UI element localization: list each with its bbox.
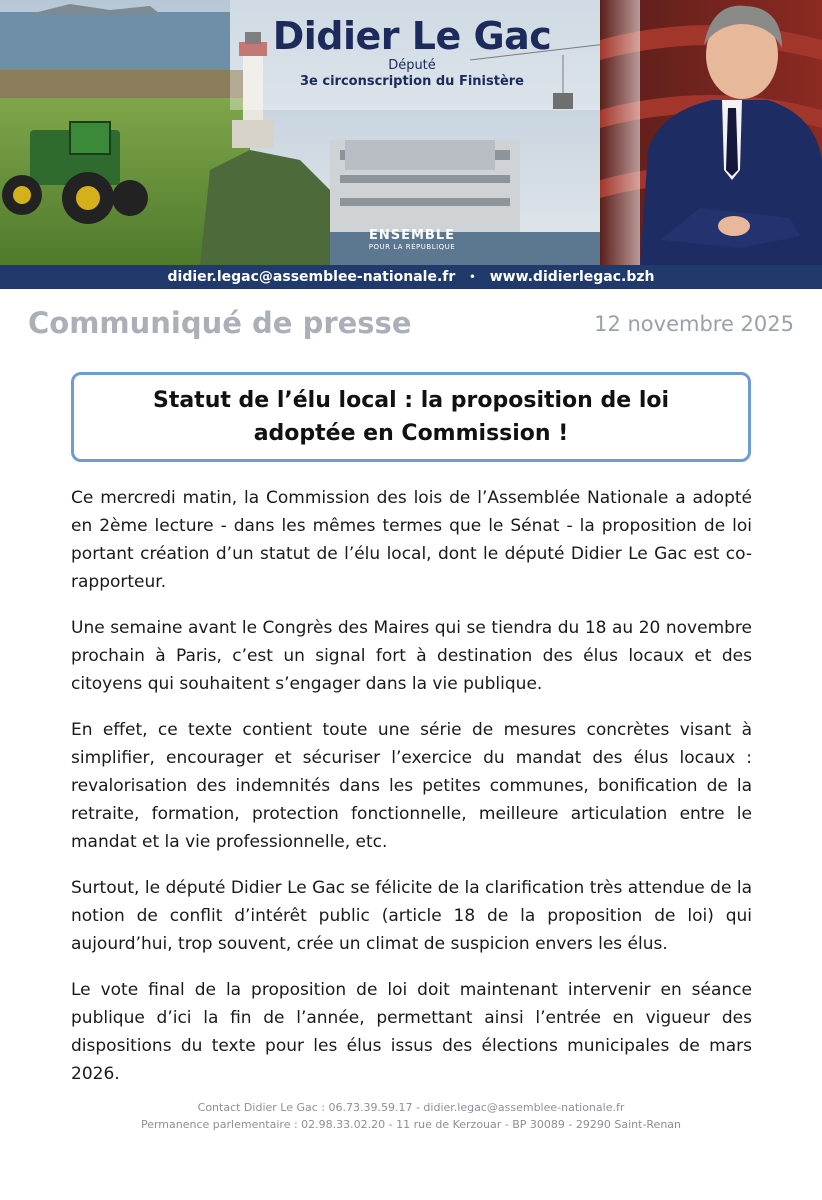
party-subtitle: POUR LA RÉPUBLIQUE	[368, 243, 456, 251]
title-box	[71, 372, 751, 462]
paragraph-5: Le vote final de la proposition de loi doit maintenant intervenir en séance publique d’ici la fin de l’année, permettant ainsi l’entrée en vigueur des dispositions du texte pour les élus issus des élections municipales de mars 2026.	[71, 980, 752, 1084]
press-release-title: Statut de l’élu local : la proposition de loi adoptée en Commission !	[152, 388, 670, 446]
contact-bar	[0, 265, 822, 289]
paragraph-4: Surtout, le député Didier Le Gac se félicite de la clarification très attendue de la notion de conflit d’intérêt public (article 18 de la proposition de loi) qui aujourd’hui, trop souvent, crée un climat de suspicion envers les élus.	[71, 878, 752, 954]
deputy-name: Didier Le Gac	[272, 14, 552, 58]
document-date: 12 novembre 2025	[594, 312, 794, 336]
footer-contact	[0, 1099, 822, 1133]
paragraph-3: En effet, ce texte contient toute une série de mesures concrètes visant à simplifier, encourager et sécuriser l’exercice du mandat des élus locaux : revalorisation des indemnités dans les petites communes, bonification de la retraite, formation, protection fonctionnelle, meilleure articulation entre le mandat et la vie professionnelle, etc.	[71, 720, 752, 852]
header-banner	[0, 0, 822, 289]
party-logo	[356, 228, 468, 251]
role-label: Député	[388, 58, 436, 73]
banner-email-link[interactable]: didier.legac@assemblee-nationale.fr	[167, 269, 456, 285]
paragraph-1: Ce mercredi matin, la Commission des lois de l’Assemblée Nationale a adopté en 2ème lecture - dans les mêmes termes que le Sénat - la proposition de loi portant création d’un statut de l’élu local, dont le député Didier Le Gac est co-rapporteur.	[71, 488, 752, 592]
footer-line-office: Permanence parlementaire : 02.98.33.02.20 - 11 rue de Kerzouar - BP 30089 - 29290 Saint-Renan	[140, 1118, 682, 1131]
paragraph-2: Une semaine avant le Congrès des Maires qui se tiendra du 18 au 20 novembre prochain à Paris, c’est un signal fort à destination des élus locaux et des citoyens qui souhaitent s’engager dans la vie publique.	[71, 618, 752, 694]
deputy-role	[262, 58, 562, 90]
document-type: Communiqué de presse	[28, 306, 412, 340]
bullet-separator: •	[469, 271, 476, 283]
press-release-body	[71, 484, 752, 1106]
banner-website-link[interactable]: www.didierlegac.bzh	[489, 269, 655, 285]
party-name: ENSEMBLE	[368, 228, 455, 243]
footer-line-contact: Contact Didier Le Gac : 06.73.39.59.17 - didier.legac@assemblee-nationale.fr	[197, 1101, 625, 1114]
circonscription-label: 3e circonscription du Finistère	[300, 74, 524, 89]
